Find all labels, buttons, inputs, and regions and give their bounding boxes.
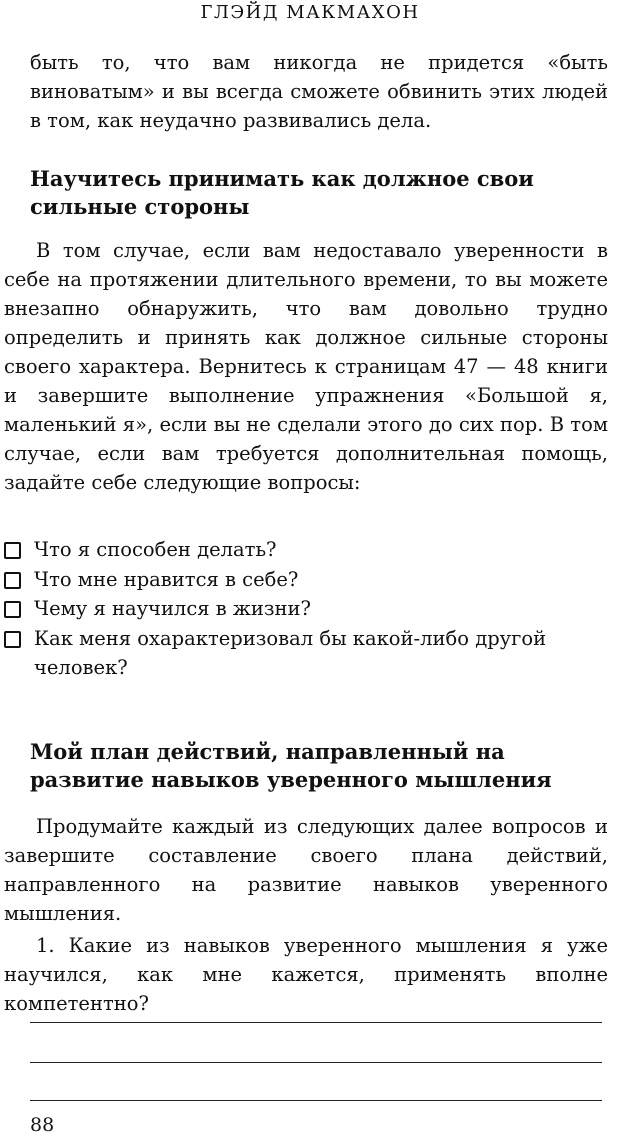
answer-line xyxy=(30,1100,602,1101)
section-heading-strengths: Научитесь принимать как должное свои сильные стороны xyxy=(30,166,534,219)
checklist-item: Что мне нравится в себе? xyxy=(4,565,609,595)
paragraph-continuation: быть то, что вам никогда не придется «быть виноватым» и вы всегда сможете обвинить этих людей в том, как неудачно развивались дела. xyxy=(30,51,608,132)
checkbox-icon xyxy=(4,631,21,648)
page-number: 88 xyxy=(30,1114,55,1136)
question-checklist xyxy=(4,535,609,683)
checklist-item: Как меня охарактеризовал бы какой-либо другой человек? xyxy=(4,624,609,683)
paragraph-action-plan: Продумайте каждый из следующих далее вопросов и завершите составление своего плана действий, направленного на развитие навыков уверенного мышления. xyxy=(4,815,608,925)
checklist-item: Чему я научился в жизни? xyxy=(4,594,609,624)
question-1: 1. Какие из навыков уверенного мышления я уже научился, как мне кажется, применять вполне компетентно? xyxy=(4,934,608,1015)
answer-line xyxy=(30,1022,602,1023)
paragraph-strengths: В том случае, если вам недоставало уверенности в себе на протяжении длительного времени, то вы можете внезапно обнаружить, что вам довольно трудно определить и принять как должное сильные стороны своего характера. Вернитесь к страницам 47 — 48 книги и завершите выполнение упражнения «Большой я, маленький я», если вы не сделали этого до сих пор. В том случае, если вам требуется дополнительная помощь, задайте себе следующие вопросы: xyxy=(4,239,608,494)
checkbox-icon xyxy=(4,601,21,618)
running-header: ГЛЭЙД МАКМАХОН xyxy=(200,2,420,23)
checkbox-icon xyxy=(4,572,21,589)
answer-line xyxy=(30,1062,602,1063)
section-heading-action-plan: Мой план действий, направленный на развитие навыков уверенного мышления xyxy=(30,739,552,792)
checkbox-icon xyxy=(4,542,21,559)
checklist-item: Что я способен делать? xyxy=(4,535,609,565)
